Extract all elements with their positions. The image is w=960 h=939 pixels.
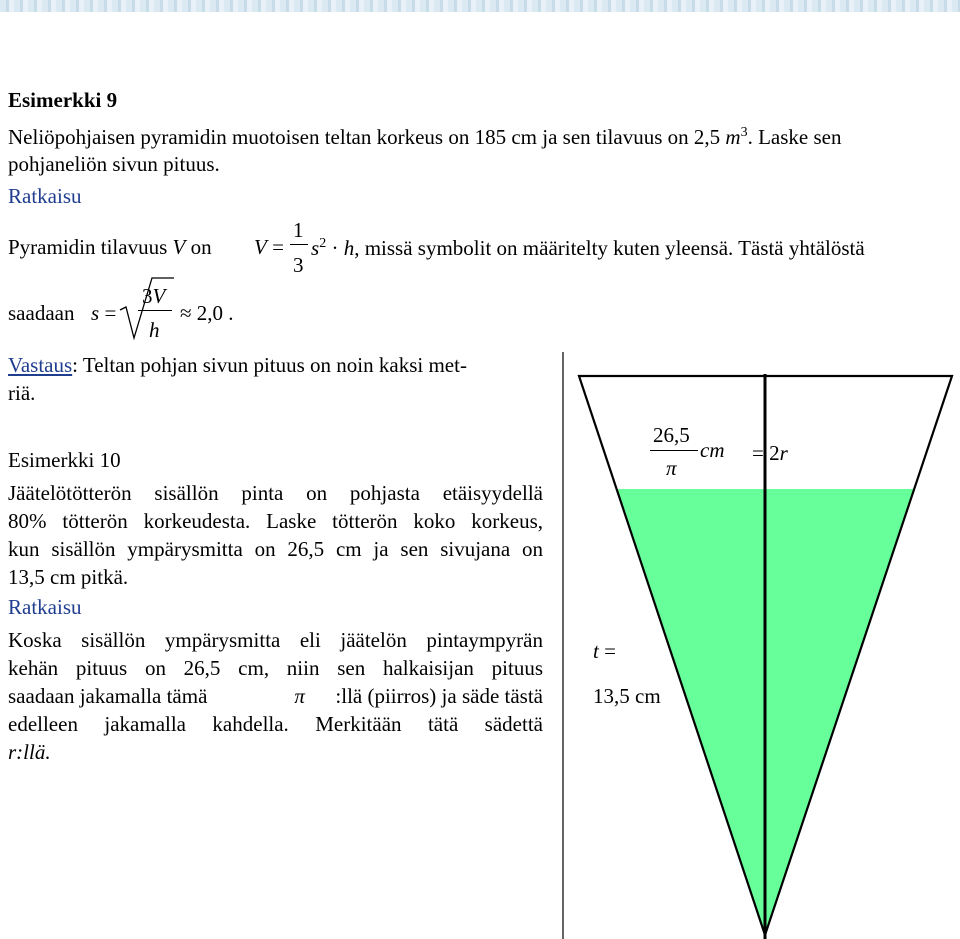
pi-symbol: π [294,684,305,708]
example9-answer-line2: riä. [8,381,36,405]
t-value: 13,5 cm [593,684,661,708]
volume-formula-intro [8,237,212,258]
example9-solution-label: Ratkaisu [8,184,82,208]
example10-solution-line4: edelleen jakamalla kahdella. Merkitään tätä sädettä [8,712,543,736]
symbol-s: s [311,236,320,260]
multiply-dot: · [331,236,339,260]
example9-problem-line2: pohjaneliön sivun pituus. [8,152,220,176]
figure-equals-2r: = 2r [752,441,788,465]
root-fraction-bar [138,310,172,311]
example10-problem-line3: kun sisällön ympärysmitta on 26,5 cm ja sen sivujana on [8,537,543,561]
fraction-numerator: 1 [293,218,304,242]
example10-problem-line2: 80% tötterön korkeudesta. Laske tötterön koko korkeus, [8,509,543,533]
approx-result: ≈ 2,0 . [180,301,234,325]
solution-text-end: :llä (piirros) ja säde tästä [335,684,543,708]
fraction-denominator: 3 [293,253,304,277]
example10-solution-label: Ratkaisu [8,595,82,619]
example9-problem-line1 [8,126,841,148]
root-denominator: h [149,318,160,342]
saadaan-word: saadaan [8,301,75,325]
word-on: on [190,235,212,259]
answer-text: : Teltan pohjan sivun pituus on noin kaksi met- [72,353,467,377]
symbol-h: h [343,236,355,260]
solution-text-start: saadaan jakamalla tämä [8,684,208,708]
example10-solution-line3 [8,686,543,707]
figure-frac-numerator: 26,5 [653,423,690,447]
formula-rest-text: , missä symbolit on määritelty kuten yleensä. Tästä yhtälöstä [354,236,865,260]
exponent-2: 2 [319,236,327,251]
problem-text-end: . Laske sen [747,125,842,149]
example10-solution-line1: Koska sisällön ympärysmitta eli jäätelön pintaympyrän [8,628,543,652]
example9-answer [8,355,467,376]
figure-unit-cm: cm [700,438,725,462]
formula-s-squared [311,237,865,259]
t-label: t = [593,639,616,663]
formula-intro-text: Pyramidin tilavuus [8,235,168,259]
symbol-v: V [172,235,186,259]
example10-problem-line1: Jäätelötötterön sisällön pinta on pohjasta etäisyydellä [8,481,543,505]
unit-m: m [725,125,741,149]
fraction-bar [290,244,308,245]
equation-lhs: V = [254,235,284,259]
figure-frac-bar [650,450,698,451]
example10-solution-line5: r:llä. [8,740,51,764]
unit-exponent: 3 [740,125,748,140]
root-numerator: 3V [142,284,166,308]
s-equals: s = [91,301,117,325]
problem-text: Neliöpohjaisen pyramidin muotoisen teltan korkeus on 185 cm ja sen tilavuus on 2,5 [8,125,721,149]
answer-label: Vastaus [8,353,73,377]
page-top-decoration [0,0,960,12]
example10-problem-line4: 13,5 cm pitkä. [8,565,129,589]
example10-heading: Esimerkki 10 [8,448,121,472]
example9-heading: Esimerkki 9 [8,88,118,112]
example10-solution-line2: kehän pituus on 26,5 cm, niin sen halkaisijan pituus [8,656,543,680]
figure-frac-pi: π [666,456,677,480]
